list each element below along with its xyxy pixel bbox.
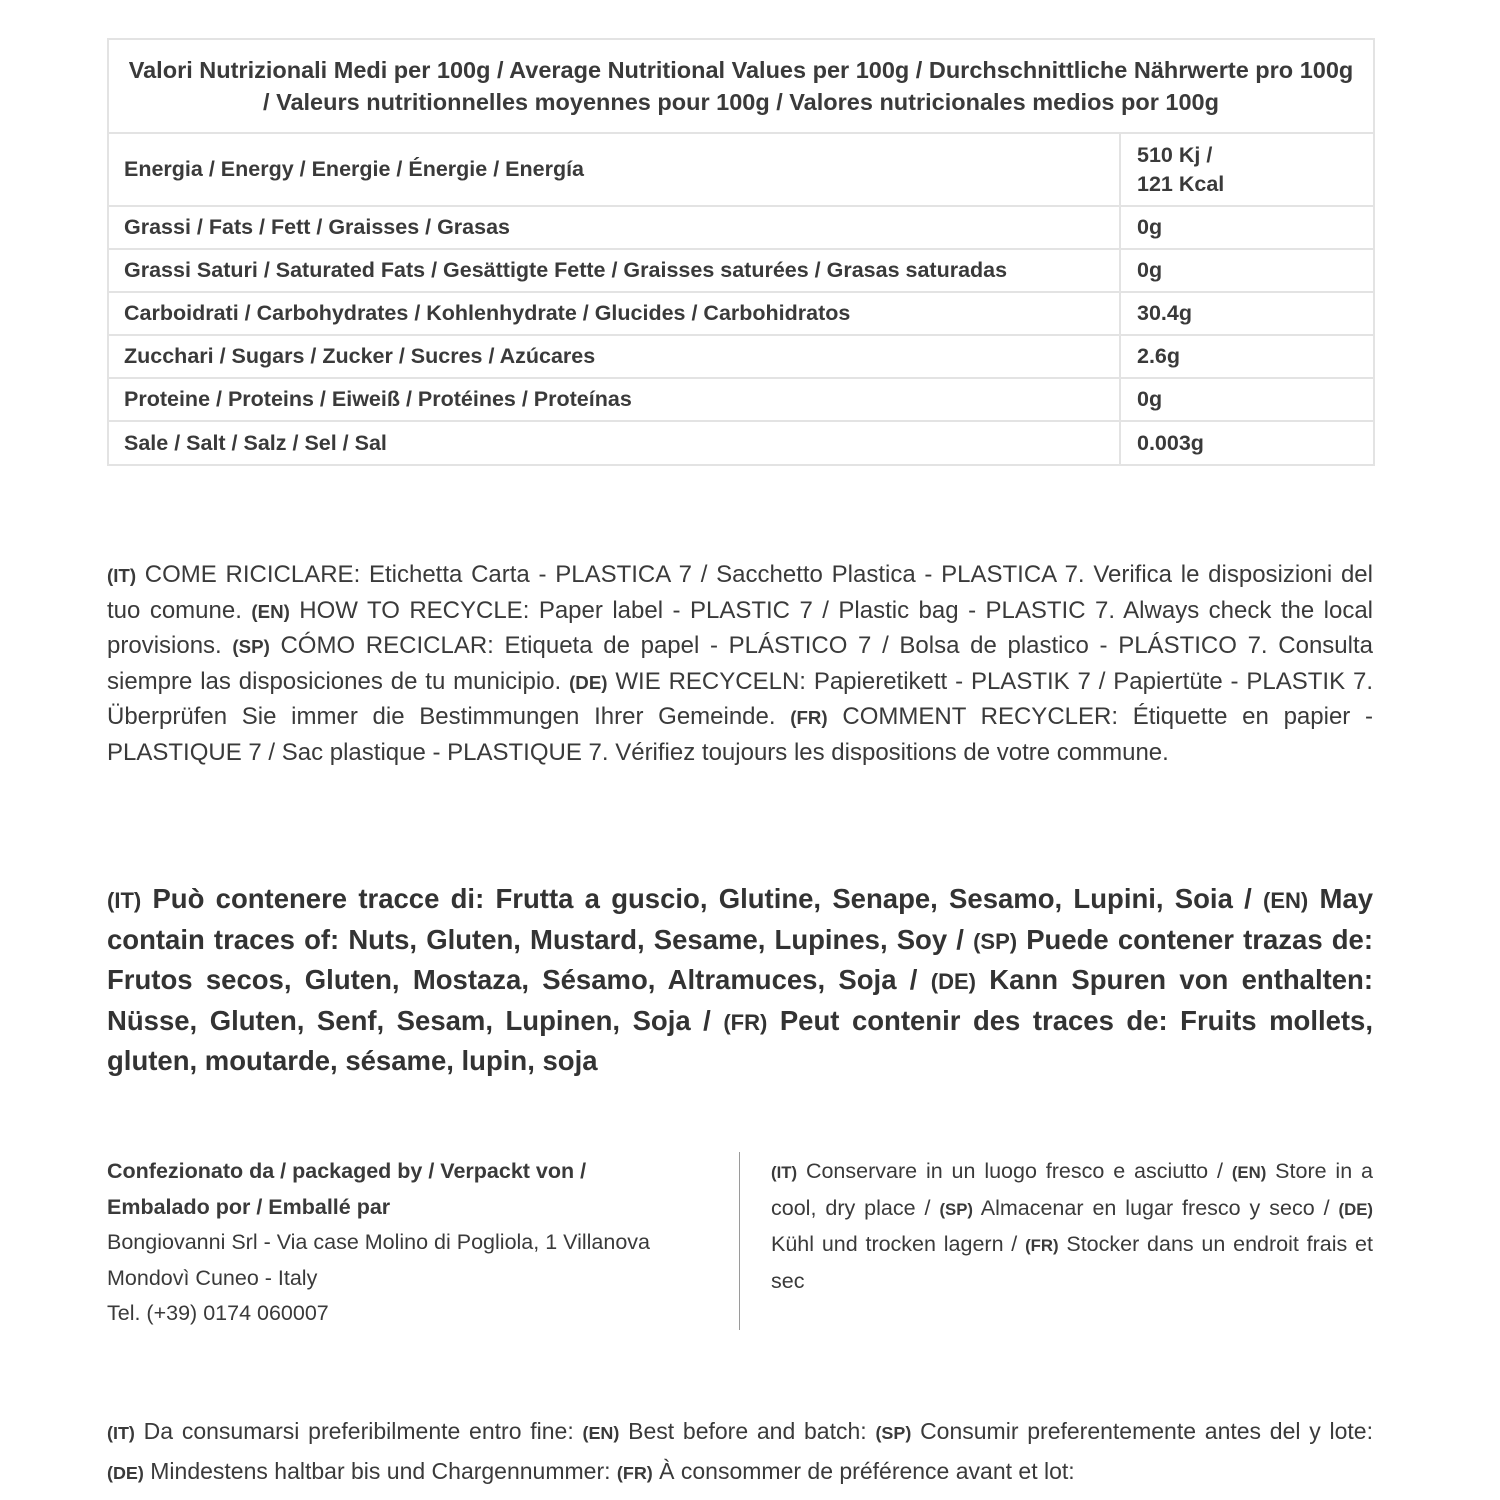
recycle-text-it: COME RICICLARE: Etichetta Carta - PLASTICA 7 / Sacchetto Plastica - PLASTICA 7. Verifica le disposizioni del tuo comune. bbox=[107, 561, 1373, 624]
allergen-traces bbox=[107, 880, 1373, 1081]
packager-title-line2: Embalado por / Emballé par bbox=[107, 1194, 391, 1219]
lang-tag-de: (DE) bbox=[107, 1463, 144, 1483]
energy-kcal: 121 Kcal bbox=[1137, 171, 1225, 196]
traces-text-fr: Peut contenir des traces de: Fruits mollets, gluten, moutarde, sésame, lupin, soja bbox=[107, 1004, 1373, 1076]
table-row bbox=[108, 421, 1374, 465]
lang-tag-sp: (SP) bbox=[939, 1199, 973, 1219]
recycle-text-fr: COMMENT RECYCLER: Étiquette en papier - PLASTIQUE 7 / Sac plastique - PLASTIQUE 7. Vérifiez toujours les dispositions de votre commune. bbox=[107, 703, 1373, 766]
lang-tag-sp: (SP) bbox=[875, 1423, 912, 1443]
lang-tag-en: (EN) bbox=[1263, 888, 1309, 913]
recycle-text-de: WIE RECYCELN: Papieretikett - PLASTIK 7 / Papiertüte - PLASTIK 7. Überprüfen Sie immer die Bestimmungen Ihrer Gemeinde. bbox=[107, 667, 1373, 730]
storage-text-it: Conservare in un luogo fresco e asciutto / bbox=[797, 1159, 1232, 1183]
nutrition-header-row bbox=[108, 39, 1374, 133]
nutrient-label: Grassi / Fats / Fett / Graisses / Grasas bbox=[108, 206, 1120, 249]
nutrient-label: Energia / Energy / Energie / Énergie / Energía bbox=[108, 133, 1120, 206]
packager-address-line1: Bongiovanni Srl - Via case Molino di Pogliola, 1 Villanova bbox=[107, 1230, 651, 1254]
table-row bbox=[108, 206, 1374, 249]
traces-text-de: Kann Spuren von enthalten: Nüsse, Gluten, Senf, Sesam, Lupinen, Soja / bbox=[107, 964, 1373, 1036]
traces-text-en: May contain traces of: Nuts, Gluten, Mustard, Sesame, Lupines, Soy / bbox=[107, 883, 1374, 955]
lang-tag-it: (IT) bbox=[107, 888, 142, 913]
table-row bbox=[108, 335, 1374, 378]
lang-tag-it: (IT) bbox=[107, 1423, 135, 1443]
nutrient-value: 30.4g bbox=[1120, 292, 1374, 335]
storage-text-en: Store in a cool, dry place / bbox=[771, 1159, 1373, 1220]
best-before-text-sp: Consumir preferentemente antes del y lote: bbox=[911, 1418, 1373, 1444]
traces-text-sp: Puede contener trazas de: Frutos secos, Gluten, Mostaza, Sésamo, Altramuces, Soja / bbox=[107, 923, 1373, 995]
nutrient-value: 0g bbox=[1120, 249, 1374, 292]
storage-text-de: Kühl und trocken lagern / bbox=[771, 1232, 1026, 1256]
lang-tag-fr: (FR) bbox=[616, 1463, 653, 1483]
packager-address-line2: Mondovì Cuneo - Italy bbox=[107, 1265, 318, 1290]
packager-info bbox=[107, 1154, 717, 1332]
table-row bbox=[108, 133, 1374, 206]
table-row bbox=[108, 292, 1374, 335]
nutrient-value: 0g bbox=[1120, 378, 1374, 421]
lang-tag-fr: (FR) bbox=[723, 1009, 768, 1035]
nutrient-label: Sale / Salt / Salz / Sel / Sal bbox=[108, 421, 1120, 465]
table-row bbox=[108, 249, 1374, 292]
column-divider bbox=[739, 1152, 740, 1330]
nutrient-value: 0g bbox=[1120, 206, 1374, 249]
best-before-text-de: Mindestens haltbar bis und Chargennummer: bbox=[143, 1458, 617, 1484]
lang-tag-de: (DE) bbox=[1338, 1199, 1373, 1219]
recycle-text-en: HOW TO RECYCLE: Paper label - PLASTIC 7 / Plastic bag - PLASTIC 7. Always check the local provisions. bbox=[107, 596, 1374, 659]
nutrient-label: Proteine / Proteins / Eiweiß / Protéines / Proteínas bbox=[108, 378, 1120, 421]
nutrient-label: Carboidrati / Carbohydrates / Kohlenhydrate / Glucides / Carbohidratos bbox=[108, 292, 1120, 335]
traces-text-it: Può contenere tracce di: Frutta a guscio, Glutine, Senape, Sesamo, Lupini, Soia / bbox=[141, 883, 1264, 914]
storage-text-fr: Stocker dans un endroit frais et sec bbox=[771, 1232, 1373, 1293]
table-row bbox=[108, 378, 1374, 421]
lang-tag-en: (EN) bbox=[582, 1423, 620, 1443]
nutrient-value: 2.6g bbox=[1120, 335, 1374, 378]
recycle-text-sp: CÓMO RECICLAR: Etiqueta de papel - PLÁSTICO 7 / Bolsa de plastico - PLÁSTICO 7. Consulta siempre las disposiciones de tu municipio. bbox=[107, 632, 1373, 695]
nutrient-value bbox=[1120, 133, 1374, 206]
lang-tag-fr: (FR) bbox=[1025, 1236, 1059, 1255]
best-before-info bbox=[107, 1412, 1373, 1492]
nutrition-header: Valori Nutrizionali Medi per 100g / Average Nutritional Values per 100g / Durchschnittliche Nährwerte pro 100g / Valeurs nutritionnelles moyennes pour 100g / Valores nutricionales medios por 100g bbox=[108, 39, 1374, 133]
best-before-text-fr: À consommer de préférence avant et lot: bbox=[652, 1458, 1075, 1484]
lang-tag-de: (DE) bbox=[569, 671, 608, 693]
lang-tag-en: (EN) bbox=[1231, 1163, 1267, 1182]
nutrition-table bbox=[107, 38, 1375, 466]
lang-tag-it: (IT) bbox=[771, 1163, 798, 1182]
nutrient-value: 0.003g bbox=[1120, 421, 1374, 465]
nutrient-label: Grassi Saturi / Saturated Fats / Gesättigte Fette / Graisses saturées / Grasas saturadas bbox=[108, 249, 1120, 292]
lang-tag-sp: (SP) bbox=[973, 928, 1018, 954]
nutrient-label: Zucchari / Sugars / Zucker / Sucres / Azúcares bbox=[108, 335, 1120, 378]
storage-instructions bbox=[771, 1154, 1373, 1299]
lang-tag-en: (EN) bbox=[251, 600, 290, 622]
best-before-text-en: Best before and batch: bbox=[619, 1418, 876, 1444]
storage-text-sp: Almacenar en lugar fresco y seco / bbox=[972, 1195, 1339, 1220]
packager-title-line1: Confezionato da / packaged by / Verpackt von / bbox=[107, 1159, 587, 1183]
energy-kj: 510 Kj / bbox=[1137, 142, 1213, 167]
packager-phone: Tel. (+39) 0174 060007 bbox=[107, 1301, 329, 1325]
best-before-text-it: Da consumarsi preferibilmente entro fine: bbox=[134, 1418, 583, 1444]
lang-tag-sp: (SP) bbox=[232, 636, 270, 657]
recycling-instructions bbox=[107, 558, 1373, 770]
lang-tag-it: (IT) bbox=[107, 565, 137, 586]
lang-tag-de: (DE) bbox=[930, 969, 976, 994]
lang-tag-fr: (FR) bbox=[790, 707, 828, 728]
